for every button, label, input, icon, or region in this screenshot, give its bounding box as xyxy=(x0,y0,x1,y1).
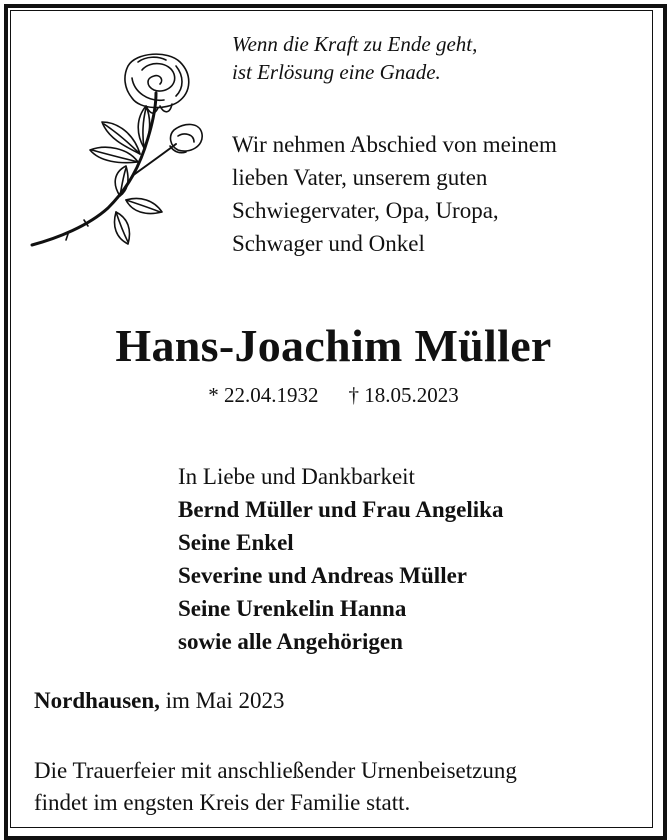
farewell-intro xyxy=(232,128,557,260)
mourner-name: Bernd Müller und Frau Angelika xyxy=(178,497,504,522)
mourners-intro: In Liebe und Dankbarkeit xyxy=(178,464,415,489)
mourner-name: Seine Enkel xyxy=(178,530,294,555)
mourner-name: Severine und Andreas Müller xyxy=(178,563,468,588)
intro-line: Schwager und Onkel xyxy=(232,231,425,256)
intro-line: Schwiegervater, Opa, Uropa, xyxy=(232,198,499,223)
funeral-note xyxy=(34,755,517,819)
motto-line: Wenn die Kraft zu Ende geht, xyxy=(232,32,478,56)
life-dates xyxy=(0,381,667,409)
mourners-block xyxy=(178,460,503,658)
rose-icon xyxy=(28,48,208,253)
note-line: findet im engsten Kreis der Familie statt. xyxy=(34,790,411,815)
mourner-name: sowie alle Angehörigen xyxy=(178,629,403,654)
intro-line: Wir nehmen Abschied von meinem xyxy=(232,132,557,157)
mourner-name: Seine Urenkelin Hanna xyxy=(178,596,407,621)
place-name: Nordhausen, xyxy=(34,688,160,713)
birth-date: * 22.04.1932 xyxy=(208,383,319,407)
motto xyxy=(232,30,477,86)
place-date xyxy=(34,686,285,716)
intro-line: lieben Vater, unserem guten xyxy=(232,165,488,190)
month-year: im Mai 2023 xyxy=(165,688,285,713)
note-line: Die Trauerfeier mit anschließender Urnenbeisetzung xyxy=(34,758,517,783)
deceased-name: Hans-Joachim Müller xyxy=(115,320,552,371)
death-date: † 18.05.2023 xyxy=(348,383,459,407)
motto-line: ist Erlösung eine Gnade. xyxy=(232,60,441,84)
